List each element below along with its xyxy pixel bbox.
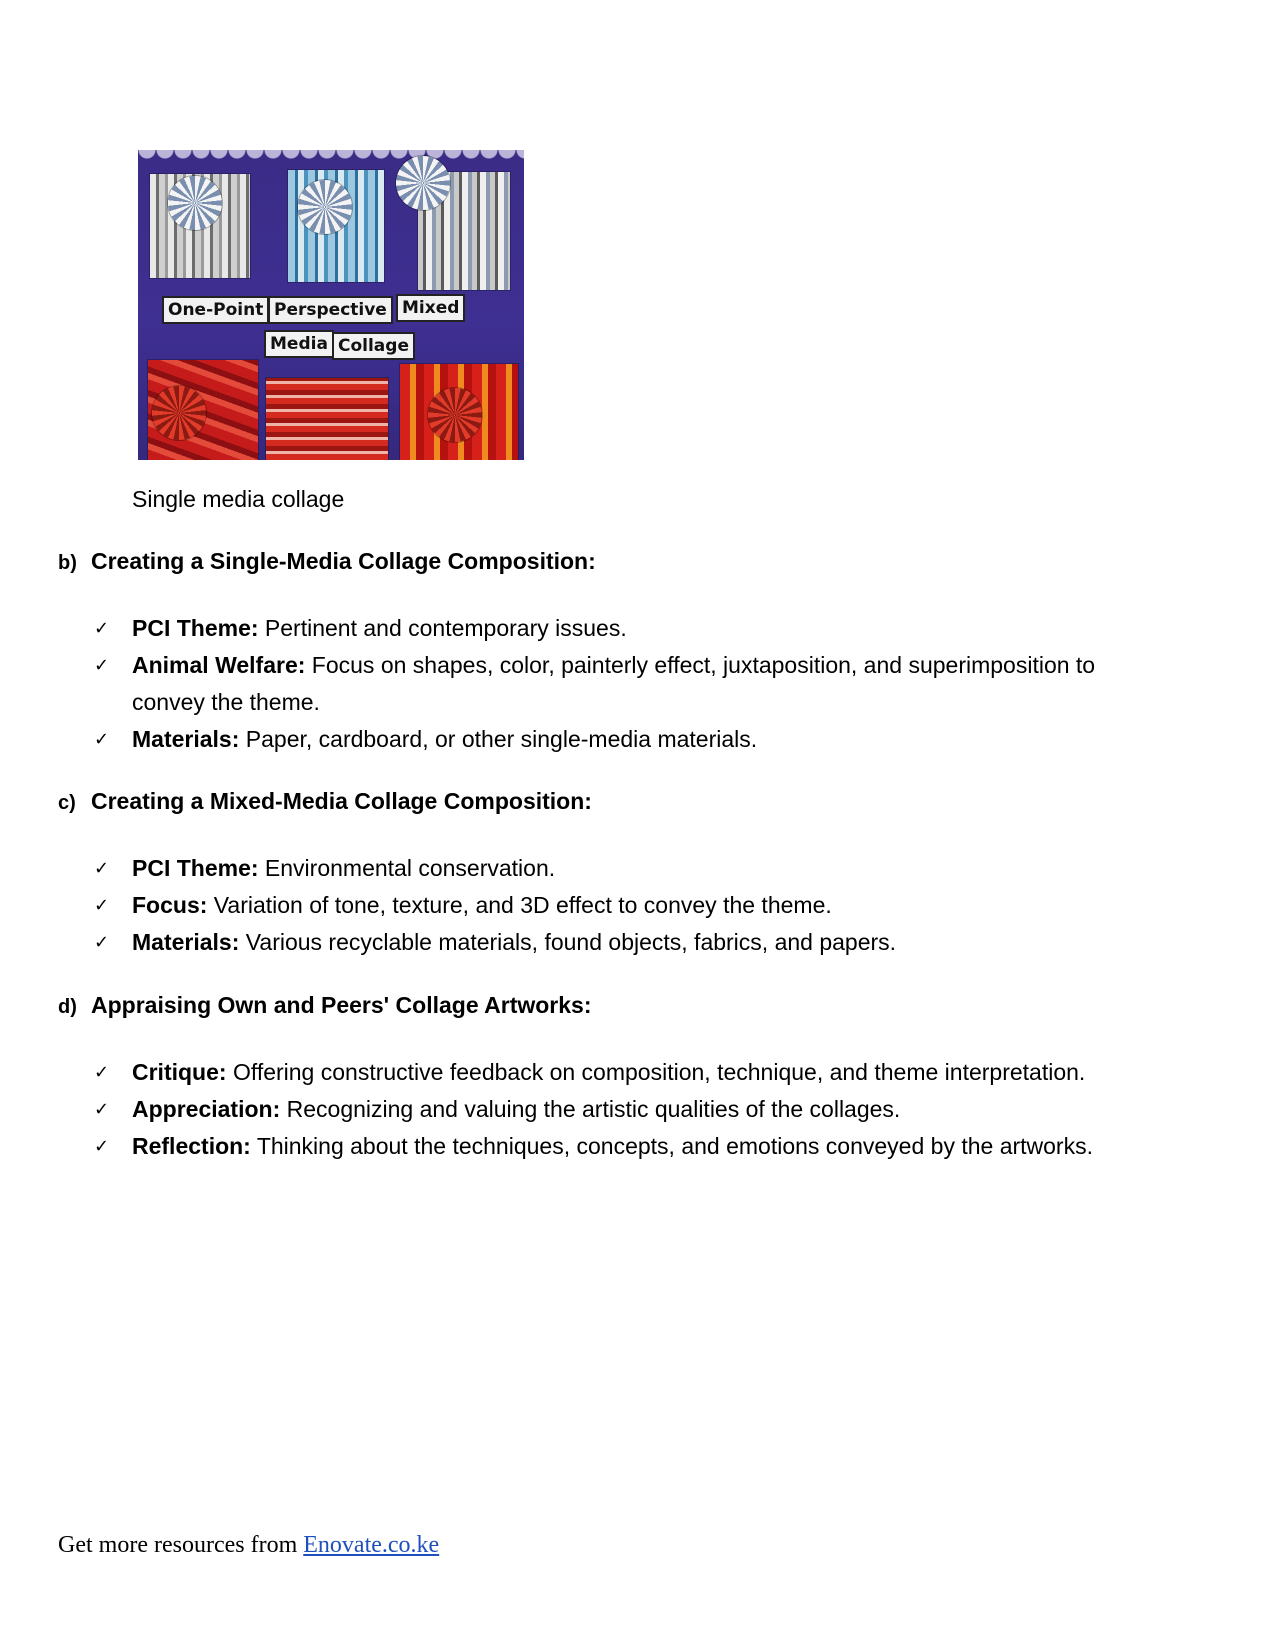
collage-photo [138, 150, 524, 460]
item-text: Focus on shapes, color, painterly effect, juxtaposition, and superimposition to convey the theme. [132, 652, 1096, 715]
section-b-list [0, 610, 1142, 758]
paper-flower [152, 386, 206, 440]
item-text: Variation of tone, texture, and 3D effect to convey the theme. [207, 892, 832, 918]
item-label: Materials: [132, 726, 240, 752]
item-label: Animal Welfare: [132, 652, 306, 678]
item-text: Thinking about the techniques, concepts, and emotions conveyed by the artworks. [250, 1133, 1093, 1159]
section-title: Creating a Single-Media Collage Composition: [91, 548, 596, 574]
section-heading-d [58, 992, 592, 1019]
footer-text: Get more resources from [58, 1532, 304, 1558]
section-title: Appraising Own and Peers' Collage Artworks: [91, 992, 592, 1018]
item-text: Paper, cardboard, or other single-media materials. [239, 726, 758, 752]
collage-tag: One-Point [162, 296, 269, 324]
list-item [0, 647, 1142, 721]
checkmark-icon: ✓ [94, 1062, 110, 1083]
section-marker: b) [58, 552, 77, 574]
list-item [0, 1128, 1142, 1165]
collage-tag: Collage [332, 332, 415, 360]
section-marker: d) [58, 996, 77, 1018]
paper-flower [428, 388, 482, 442]
collage-tag: Media [264, 330, 334, 358]
item-label: PCI Theme: [132, 615, 259, 641]
checkmark-icon: ✓ [94, 1099, 110, 1120]
list-item [0, 721, 1142, 758]
section-d-list [0, 1054, 1142, 1165]
item-text: Recognizing and valuing the artistic qualities of the collages. [280, 1096, 901, 1122]
list-item [0, 1054, 1142, 1091]
image-caption: Single media collage [132, 486, 345, 512]
item-text: Offering constructive feedback on composition, technique, and theme interpretation. [226, 1059, 1086, 1085]
item-label: Appreciation: [132, 1096, 281, 1122]
item-label: PCI Theme: [132, 855, 259, 881]
scalloped-border [138, 150, 524, 164]
checkmark-icon: ✓ [94, 655, 110, 676]
artwork-panel [266, 378, 388, 460]
list-item [0, 924, 1142, 961]
list-item [0, 850, 1142, 887]
checkmark-icon: ✓ [94, 895, 110, 916]
footer [58, 1532, 439, 1559]
item-label: Critique: [132, 1059, 227, 1085]
section-title: Creating a Mixed-Media Collage Composition: [91, 788, 592, 814]
checkmark-icon: ✓ [94, 618, 110, 639]
checkmark-icon: ✓ [94, 858, 110, 879]
section-marker: c) [58, 792, 76, 814]
item-label: Materials: [132, 929, 240, 955]
collage-tag: Perspective [268, 296, 393, 324]
paper-flower [168, 176, 222, 230]
item-label: Reflection: [132, 1133, 251, 1159]
checkmark-icon: ✓ [94, 1136, 110, 1157]
item-text: Environmental conservation. [258, 855, 556, 881]
item-label: Focus: [132, 892, 208, 918]
list-item [0, 610, 1142, 647]
collage-tag: Mixed [396, 294, 465, 322]
checkmark-icon: ✓ [94, 932, 110, 953]
section-heading-c [58, 788, 592, 815]
section-c-list [0, 850, 1142, 961]
list-item [0, 1091, 1142, 1128]
enovate-link[interactable]: Enovate.co.ke [303, 1532, 440, 1558]
section-heading-b [58, 548, 596, 575]
paper-flower [298, 180, 352, 234]
item-text: Pertinent and contemporary issues. [258, 615, 627, 641]
paper-flower [396, 156, 450, 210]
checkmark-icon: ✓ [94, 729, 110, 750]
item-text: Various recyclable materials, found objects, fabrics, and papers. [239, 929, 897, 955]
list-item [0, 887, 1142, 924]
